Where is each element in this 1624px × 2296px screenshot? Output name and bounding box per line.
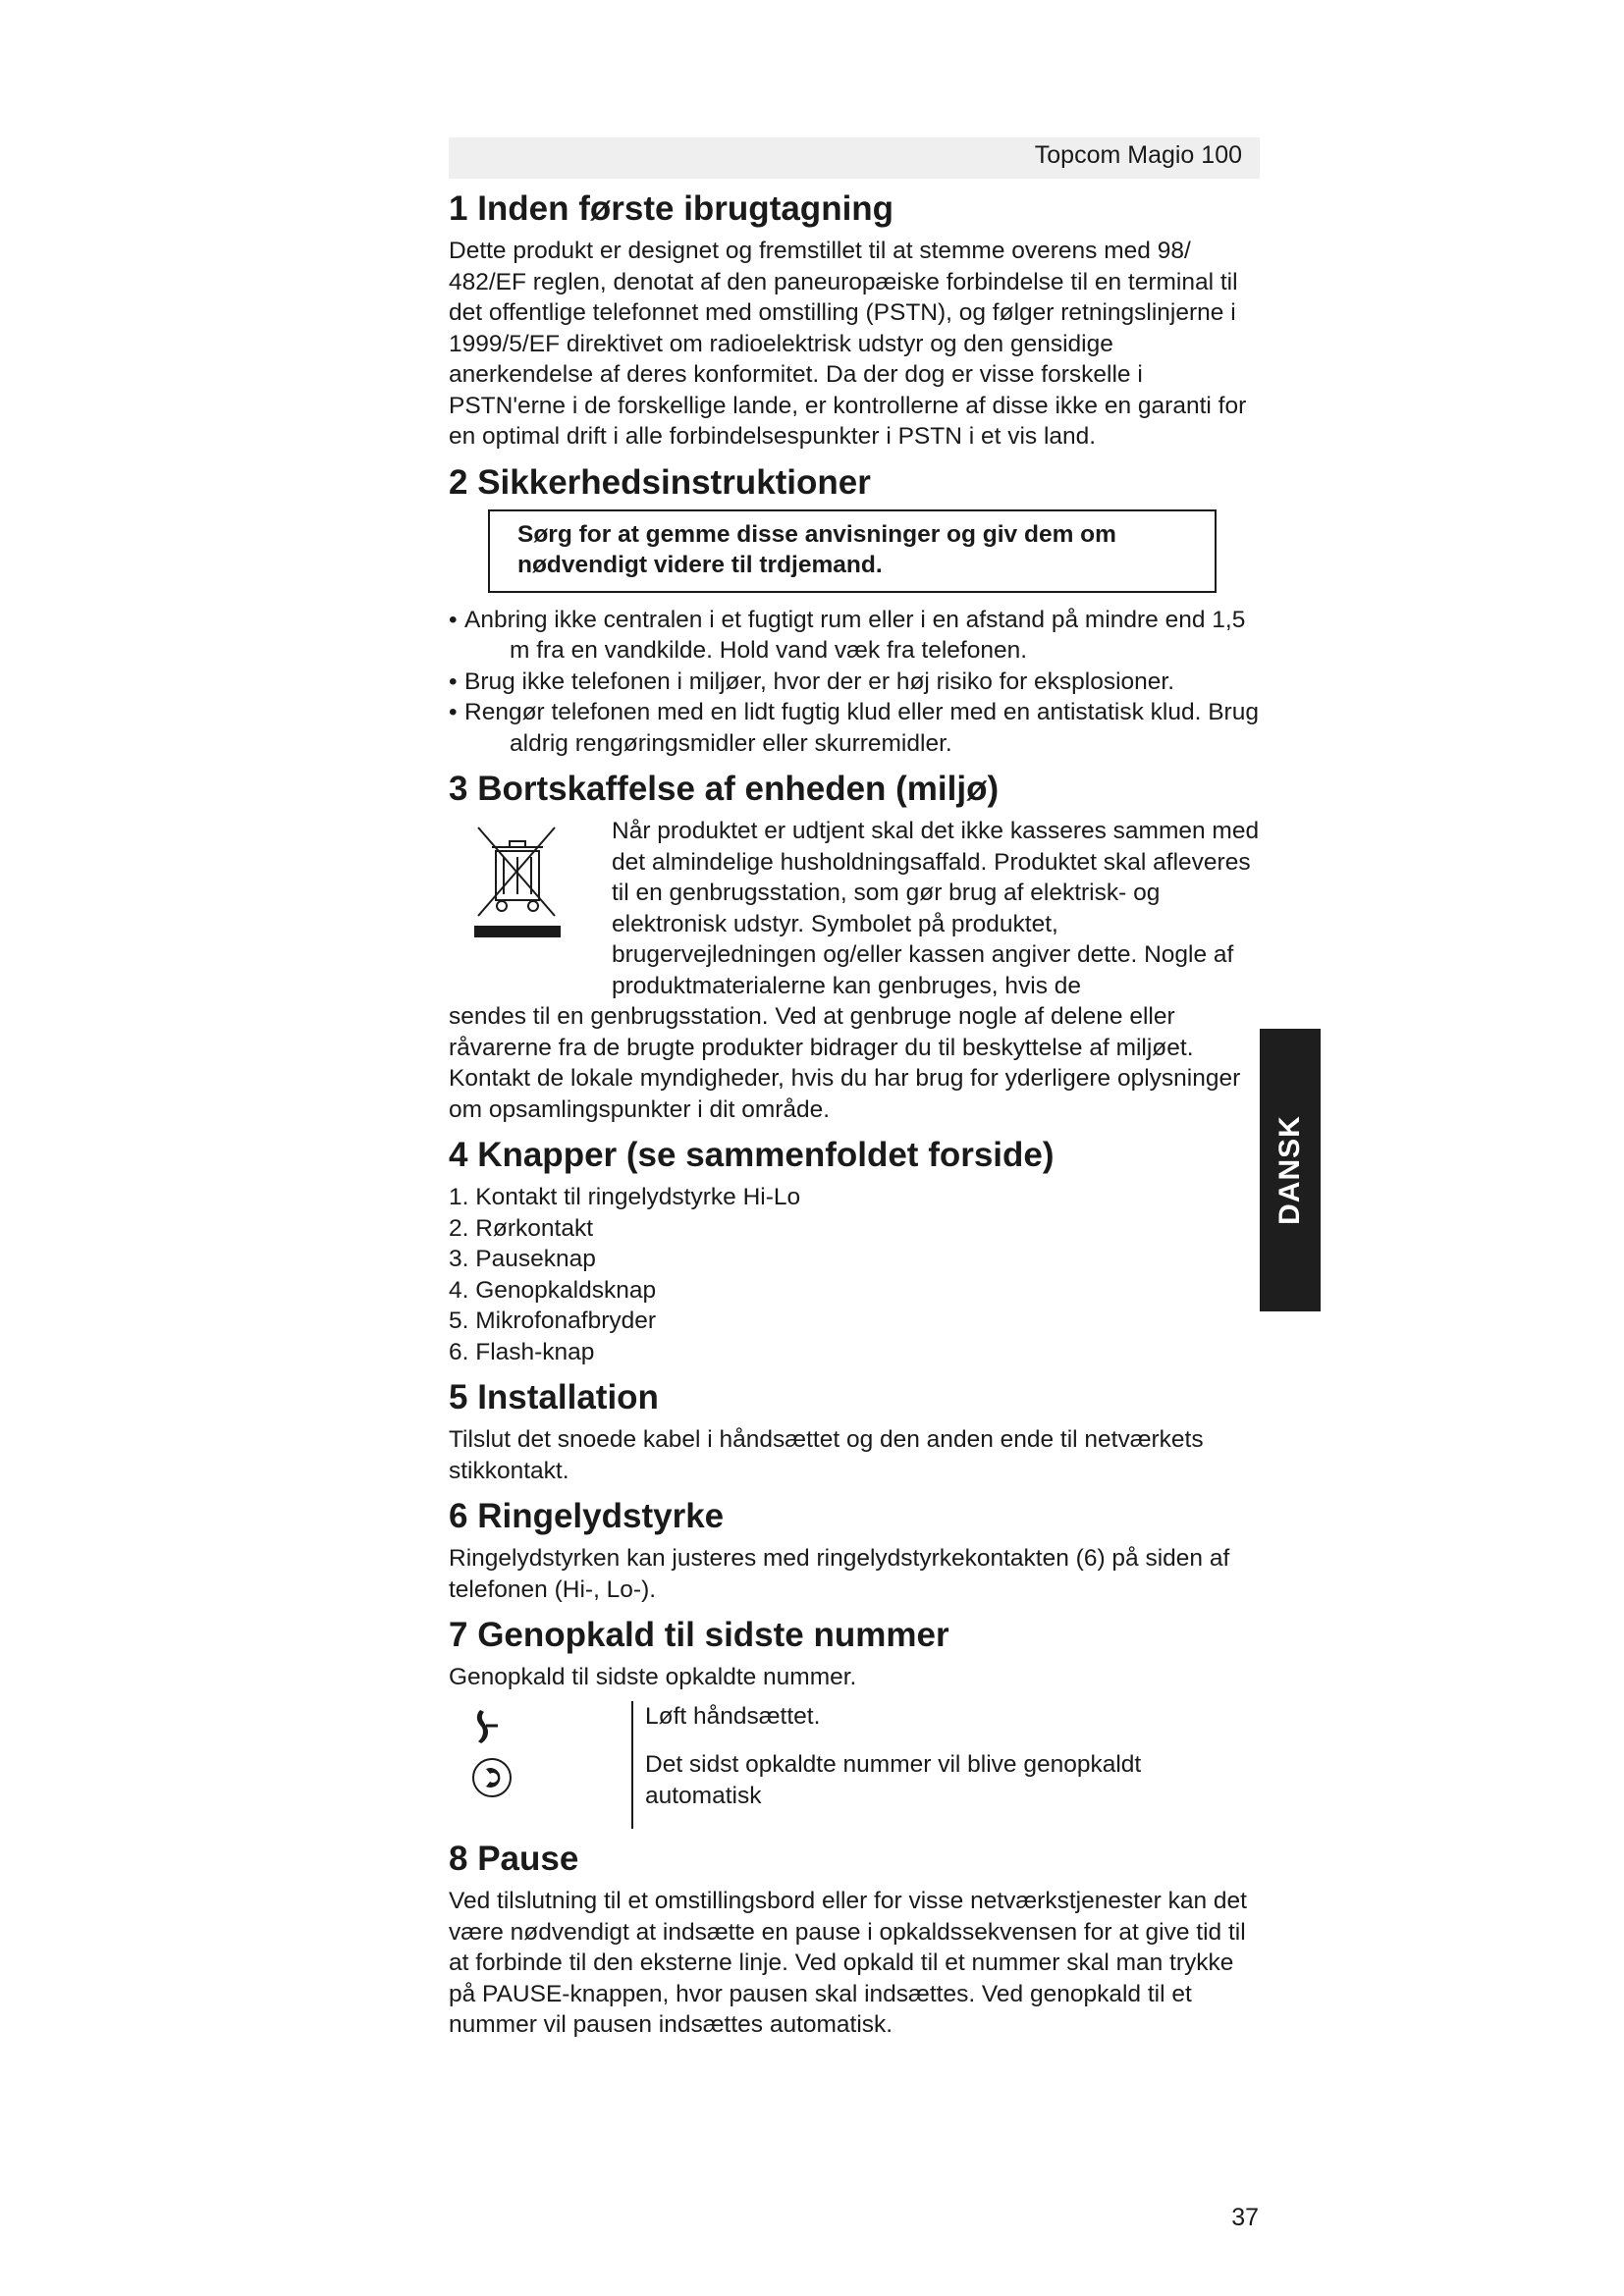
section-6-body: Ringelydstyrken kan justeres med ringelydstyrkekontakten (6) på siden af telefonen (Hi-, Lo-). — [449, 1545, 1230, 1603]
safety-notice-box: Sørg for at gemme disse anvisninger og giv dem om nødvendigt videre til trdjemand. — [488, 509, 1217, 593]
redial-steps — [449, 1701, 1260, 1830]
section-7-intro: Genopkald til sidste opkaldte nummer. — [449, 1664, 857, 1690]
button-list — [449, 1182, 1260, 1367]
safety-item: • Anbring ikke centralen i et fugtigt rum eller i en afstand på mindre end 1,5 m fra en vandkilde. Hold vand væk fra telefonen. — [449, 606, 1246, 664]
button-list-item: 3. Pauseknap — [449, 1246, 596, 1272]
redial-step-1: Løft håndsættet. — [645, 1702, 821, 1730]
section-3-heading: 3 Bortskaffelse af enheden (miljø) — [449, 770, 1000, 808]
page-number: 37 — [1231, 2204, 1259, 2231]
safety-list — [449, 605, 1260, 760]
crossed-out-bin-icon — [449, 816, 612, 1001]
disposal-text-full: sendes til en genbrugsstation. Ved at genbruge nogle af delene eller råvarerne fra de brugte produkter bidrager du til beskyttelse af miljøet. Kontakt de lokale myndigheder, hvis du har brug for yderligere oplysninger om opsamlingspunkter i dit område. — [449, 1003, 1241, 1123]
button-list-item: 5. Mikrofonafbryder — [449, 1308, 657, 1334]
button-list-item: 6. Flash-knap — [449, 1338, 595, 1365]
section-1-body: Dette produkt er designet og fremstillet til at stemme overens med 98/ 482/EF reglen, denotat af den paneuropæiske forbindelse til en terminal til det offentlige telefonnet med omstilling (PSTN), og følger retningslinjerne i 1999/5/EF direktivet om radioelektrisk udstyr og den gensidige anerkendelse af deres konformitet. Da der dog er visse forskelle i PSTN'erne i de forskellige lande, er kontrollerne af disse ikke en garanti for en optimal drift i alle forbindelsespunkter i PSTN i et vis land. — [449, 238, 1247, 450]
disposal-block — [449, 816, 1260, 1001]
language-tab — [1260, 1029, 1321, 1311]
safety-item: • Rengør telefonen med en lidt fugtig klud eller med en antistatisk klud. Brug aldrig rengøringsmidler eller skurremidler. — [449, 699, 1259, 757]
button-list-item: 1. Kontakt til ringelydstyrke Hi-Lo — [449, 1184, 801, 1210]
button-list-item: 4. Genopkaldsknap — [449, 1276, 657, 1304]
handset-lift-icon — [449, 1701, 631, 1752]
section-8-body: Ved tilslutning til et omstillingsbord eller for visse netværkstjenester kan det være nødvendigt at indsætte en pause i opkaldssekvensen for at give tid til at forbinde til den eksterne linje. Ved opkald til et nummer skal man trykke på PAUSE-knappen, hvor pausen skal indsættes. Ved genopkald til et nummer vil pausen indsættes automatisk. — [449, 1888, 1247, 2038]
language-tab-label: DANSK — [1273, 1115, 1307, 1225]
redial-step-2: Det sidst opkaldte nummer vil blive genopkaldt automatisk — [645, 1751, 1142, 1809]
manual-page — [449, 137, 1260, 2041]
button-list-item: 2. Rørkontakt — [449, 1214, 594, 1242]
section-5-body: Tilslut det snoede kabel i håndsættet og den anden ende til netværkets stikkontakt. — [449, 1426, 1204, 1484]
redial-icon — [449, 1752, 631, 1803]
section-6-heading: 6 Ringelydstyrke — [449, 1497, 725, 1535]
section-5-heading: 5 Installation — [449, 1378, 659, 1416]
section-2-heading: 2 Sikkerhedsinstruktioner — [449, 462, 871, 502]
section-1-heading: 1 Inden første ibrugtagning — [449, 189, 894, 228]
section-7-heading: 7 Genopkald til sidste nummer — [449, 1616, 949, 1654]
disposal-text-side: Når produktet er udtjent skal det ikke kasseres sammen med det almindelige husholdningsaffald. Produktet skal afleveres til en genbrugsstation, som gør brug af elektrisk- og elektronisk udstyr. Symbolet på produktet, brugervejledningen og/eller kassen angiver dette. Nogle af produktmaterialerne kan genbruges, hvis de — [612, 818, 1260, 999]
section-8-heading: 8 Pause — [449, 1840, 579, 1878]
safety-item: • Brug ikke telefonen i miljøer, hvor der er høj risiko for eksplosioner. — [449, 667, 1175, 695]
section-4-heading: 4 Knapper (se sammenfoldet forside) — [449, 1136, 1055, 1174]
header-title: Topcom Magio 100 — [1034, 141, 1242, 169]
header-bar — [449, 137, 1260, 179]
